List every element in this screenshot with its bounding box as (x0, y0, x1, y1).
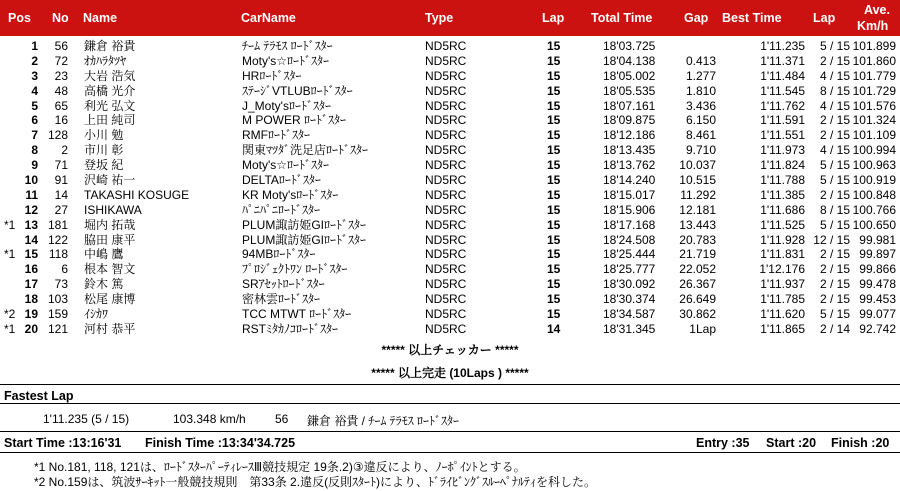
cell-best: 1'11.484 (760, 68, 805, 83)
cell-best: 1'11.762 (760, 98, 805, 113)
cell-lap: 15 (547, 173, 561, 188)
cell-total: 18'05.535 (603, 83, 656, 98)
cell-type: ND5RC (425, 53, 467, 68)
cell-avg: 99.897 (859, 247, 896, 262)
table-row (0, 203, 900, 218)
cell-pos: 13 (24, 217, 38, 232)
cell-total: 18'34.587 (603, 307, 656, 322)
cell-best: 1'11.973 (760, 143, 805, 158)
cell-car: RSTﾐﾀｶﾉｺﾛｰﾄﾞｽﾀｰ (242, 321, 339, 336)
cell-gap: 20.783 (679, 232, 716, 247)
cell-type: ND5RC (425, 292, 467, 307)
cell-avg: 99.453 (859, 292, 896, 307)
cell-pos: 14 (24, 232, 38, 247)
cell-name: 高橋 光介 (84, 83, 136, 98)
cell-gap: 26.367 (679, 277, 716, 292)
cell-type: ND5RC (425, 262, 467, 277)
cell-name: 利光 弘文 (84, 98, 136, 113)
cell-pos: 17 (24, 277, 38, 292)
divider (0, 384, 900, 385)
cell-car: M POWER ﾛｰﾄﾞｽﾀｰ (242, 113, 346, 128)
cell-no: 23 (54, 68, 68, 83)
cell-car: TCC MTWT ﾛｰﾄﾞｽﾀｰ (242, 307, 352, 322)
cell-best: 1'11.928 (760, 232, 805, 247)
finish-count: Finish :20 (831, 436, 890, 450)
start-count: Start :20 (766, 436, 817, 450)
fastest-lap-time: 1'11.235 (5 / 15) (43, 412, 130, 426)
cell-avg: 99.866 (859, 262, 896, 277)
cell-car: KR Moty'sﾛｰﾄﾞｽﾀｰ (242, 187, 339, 202)
cell-total: 18'09.875 (603, 113, 656, 128)
col-type: Type (425, 11, 454, 25)
table-row (0, 84, 900, 99)
cell-car: 94MBﾛｰﾄﾞｽﾀｰ (242, 247, 316, 262)
cell-gap: 6.150 (685, 113, 716, 128)
table-row (0, 54, 900, 69)
cell-pos: 19 (24, 307, 38, 322)
cell-lap: 15 (547, 292, 561, 307)
table-row (0, 233, 900, 248)
cell-no: 159 (47, 307, 68, 322)
cell-avg: 101.576 (852, 98, 896, 113)
cell-best: 1'11.788 (760, 173, 805, 188)
cell-total: 18'24.508 (603, 232, 656, 247)
cell-best: 1'11.686 (760, 202, 805, 217)
cell-bestlap: 5 / 15 (819, 217, 850, 232)
cell-type: ND5RC (425, 217, 467, 232)
results-table (0, 39, 900, 337)
cell-no: 56 (54, 39, 68, 53)
cell-best: 1'11.525 (760, 217, 805, 232)
cell-bestlap: 5 / 15 (819, 173, 850, 188)
table-row (0, 218, 900, 233)
cell-name: 河村 恭平 (84, 321, 136, 336)
table-row (0, 158, 900, 173)
cell-avg: 99.478 (859, 277, 896, 292)
cell-gap: 30.862 (679, 307, 716, 322)
cell-avg: 92.742 (859, 321, 896, 336)
cell-mark: *1 (4, 217, 16, 232)
col-avg-unit: Km/h (857, 19, 889, 33)
cell-best: 1'11.545 (760, 83, 805, 98)
cell-pos: 20 (24, 321, 38, 336)
cell-bestlap: 4 / 15 (819, 98, 850, 113)
cell-type: ND5RC (425, 247, 467, 262)
cell-no: 103 (47, 292, 68, 307)
cell-car: ﾁｰﾑ ﾃﾗﾓｽ ﾛｰﾄﾞｽﾀｰ (242, 39, 333, 53)
cell-total: 18'07.161 (603, 98, 656, 113)
col-best-time: Best Time (722, 11, 782, 25)
cell-no: 128 (47, 128, 68, 143)
cell-car: ﾊﾟﾆﾊﾟﾆﾛｰﾄﾞｽﾀｰ (242, 202, 321, 217)
table-row (0, 39, 900, 54)
table-row (0, 247, 900, 262)
col-lap: Lap (542, 11, 565, 25)
cell-gap: 10.515 (679, 173, 716, 188)
cell-pos: 18 (24, 292, 38, 307)
table-row (0, 188, 900, 203)
cell-lap: 15 (547, 143, 561, 158)
cell-name: 小川 勉 (84, 128, 124, 143)
cell-avg: 100.994 (852, 143, 896, 158)
fastest-lap-speed: 103.348 km/h (173, 412, 246, 426)
cell-type: ND5RC (425, 321, 467, 336)
cell-no: 2 (61, 143, 68, 158)
cell-gap: 8.461 (685, 128, 716, 143)
cell-pos: 16 (24, 262, 38, 277)
cell-bestlap: 4 / 15 (819, 143, 850, 158)
cell-bestlap: 2 / 15 (819, 187, 850, 202)
table-row (0, 262, 900, 277)
cell-pos: 2 (31, 53, 38, 68)
cell-pos: 4 (31, 83, 38, 98)
cell-total: 18'12.186 (603, 128, 656, 143)
cell-type: ND5RC (425, 158, 467, 173)
cell-avg: 100.650 (852, 217, 896, 232)
col-total-time: Total Time (591, 11, 653, 25)
cell-type: ND5RC (425, 307, 467, 322)
cell-type: ND5RC (425, 128, 467, 143)
divider (0, 431, 900, 432)
cell-avg: 101.109 (852, 128, 896, 143)
cell-avg: 101.860 (852, 53, 896, 68)
cell-lap: 15 (547, 247, 561, 262)
cell-gap: 12.181 (679, 202, 716, 217)
cell-pos: 6 (31, 113, 38, 128)
cell-best: 1'11.551 (760, 128, 805, 143)
table-row (0, 277, 900, 292)
cell-lap: 15 (547, 202, 561, 217)
col-carname: CarName (241, 11, 296, 25)
cell-lap: 15 (547, 187, 561, 202)
cell-total: 18'13.435 (603, 143, 656, 158)
cell-gap: 11.292 (680, 187, 716, 202)
cell-lap: 15 (547, 53, 561, 68)
cell-name: 大岩 浩気 (84, 68, 136, 83)
cell-pos: 8 (31, 143, 38, 158)
cell-gap: 1.277 (685, 68, 716, 83)
fastest-lap-driver: 鎌倉 裕貴 / ﾁｰﾑ ﾃﾗﾓｽ ﾛｰﾄﾞｽﾀｰ (307, 414, 460, 428)
cell-pos: 11 (25, 187, 38, 202)
footnote-2: *2 No.159は、筑波ｻｰｷｯﾄ一般競技規則 第33条 2.違反(反則ｽﾀｰﾄ)により、ﾄﾞﾗｲﾋﾞﾝｸﾞｽﾙｰﾍﾟﾅﾙﾃｨを科した。 (34, 475, 597, 489)
cell-lap: 15 (547, 158, 561, 173)
cell-total: 18'30.374 (603, 292, 656, 307)
cell-best: 1'11.591 (760, 113, 805, 128)
cell-bestlap: 2 / 15 (819, 262, 850, 277)
cell-gap: 26.649 (679, 292, 716, 307)
cell-total: 18'14.240 (603, 173, 656, 188)
cell-no: 16 (54, 113, 68, 128)
cell-best: 1'12.176 (759, 262, 805, 277)
cell-pos: 12 (24, 202, 38, 217)
cell-lap: 15 (547, 277, 561, 292)
cell-car: Moty's☆ﾛｰﾄﾞｽﾀｰ (242, 158, 330, 173)
cell-lap: 15 (547, 83, 561, 98)
cell-avg: 100.766 (852, 202, 896, 217)
table-row (0, 128, 900, 143)
cell-lap: 15 (547, 98, 561, 113)
cell-bestlap: 12 / 15 (813, 232, 850, 247)
cell-best: 1'11.235 (760, 39, 805, 53)
cell-total: 18'17.168 (603, 217, 656, 232)
cell-best: 1'11.620 (760, 307, 805, 322)
cell-name: 中嶋 鷹 (84, 247, 124, 262)
cell-lap: 15 (547, 39, 561, 53)
cell-no: 121 (47, 321, 68, 336)
cell-best: 1'11.937 (760, 277, 805, 292)
cell-bestlap: 2 / 15 (819, 292, 850, 307)
cell-gap: 3.436 (685, 98, 716, 113)
cell-total: 18'03.725 (603, 39, 656, 53)
cell-lap: 15 (547, 307, 561, 322)
cell-type: ND5RC (425, 187, 467, 202)
cell-car: PLUM諏訪姫GIﾛｰﾄﾞｽﾀｰ (242, 232, 367, 247)
cell-avg: 100.919 (852, 173, 896, 188)
cell-avg: 101.899 (852, 39, 896, 53)
cell-no: 48 (54, 83, 68, 98)
cell-type: ND5RC (425, 143, 467, 158)
cell-gap: 1.810 (685, 83, 716, 98)
cell-no: 6 (61, 262, 68, 277)
cell-pos: 5 (31, 98, 38, 113)
cell-lap: 15 (547, 68, 561, 83)
cell-type: ND5RC (425, 98, 467, 113)
cell-car: HRﾛｰﾄﾞｽﾀｰ (242, 68, 302, 83)
cell-name: 鎌倉 裕貴 (84, 39, 136, 53)
divider (0, 403, 900, 404)
cell-gap: 22.052 (679, 262, 716, 277)
cell-bestlap: 2 / 15 (819, 113, 850, 128)
cell-mark: *1 (4, 321, 16, 336)
cell-car: ﾌﾟﾛｼﾞｪｸﾄﾜﾝ ﾛｰﾄﾞｽﾀｰ (242, 262, 348, 277)
entry-count: Entry :35 (696, 436, 750, 450)
cell-name: ｲｼｶﾜ (84, 307, 109, 322)
cell-total: 18'13.762 (603, 158, 656, 173)
table-row (0, 173, 900, 188)
cell-pos: 3 (31, 68, 38, 83)
cell-bestlap: 2 / 15 (819, 128, 850, 143)
cell-no: 73 (54, 277, 68, 292)
cell-type: ND5RC (425, 83, 467, 98)
divider (0, 452, 900, 453)
cell-lap: 15 (547, 217, 561, 232)
cell-bestlap: 5 / 15 (819, 307, 850, 322)
cell-no: 118 (48, 247, 68, 262)
cell-name: 上田 純司 (84, 113, 136, 128)
cell-name: 市川 彰 (84, 143, 124, 158)
cell-type: ND5RC (425, 113, 467, 128)
cell-avg: 100.963 (852, 158, 896, 173)
cell-total: 18'25.777 (603, 262, 656, 277)
cell-gap: 10.037 (679, 158, 716, 173)
cell-best: 1'11.785 (760, 292, 805, 307)
fastest-lap-no: 56 (275, 412, 289, 426)
cell-name: 松尾 康博 (84, 292, 136, 307)
cell-bestlap: 2 / 15 (819, 277, 850, 292)
cell-gap: 9.710 (685, 143, 716, 158)
cell-type: ND5RC (425, 202, 467, 217)
table-row (0, 113, 900, 128)
cell-name: 脇田 康平 (84, 232, 136, 247)
table-row (0, 322, 900, 337)
table-row (0, 292, 900, 307)
cell-total: 18'04.138 (603, 53, 656, 68)
cell-car: SRｱｾｯﾄﾛｰﾄﾞｽﾀｰ (242, 277, 325, 292)
start-time: Start Time :13:16'31 (4, 436, 122, 450)
cell-gap: 1Lap (689, 321, 716, 336)
cell-no: 91 (54, 173, 68, 188)
cell-total: 18'05.002 (603, 68, 656, 83)
cell-pos: 9 (31, 158, 38, 173)
cell-avg: 101.779 (852, 68, 896, 83)
cell-no: 14 (54, 187, 68, 202)
cell-type: ND5RC (425, 232, 467, 247)
footnote-1: *1 No.181, 118, 121は、ﾛｰﾄﾞｽﾀｰﾊﾟｰﾃｨﾚｰｽⅢ競技規定 19条.2)③違反により、ﾉｰﾎﾟｲﾝﾄとする。 (34, 460, 526, 474)
cell-total: 18'30.092 (603, 277, 656, 292)
col-avg-label: Ave. (864, 3, 890, 17)
cell-car: J_Moty'sﾛｰﾄﾞｽﾀｰ (242, 98, 331, 113)
cell-no: 72 (54, 53, 68, 68)
cell-lap: 14 (547, 321, 561, 336)
cell-lap: 15 (547, 262, 561, 277)
finish-line: ***** 以上完走 (10Laps ) ***** (371, 366, 529, 380)
cell-lap: 15 (547, 128, 561, 143)
cell-total: 18'31.345 (603, 321, 656, 336)
cell-total: 18'15.017 (603, 187, 656, 202)
cell-gap: 13.443 (679, 217, 716, 232)
cell-best: 1'11.371 (760, 53, 805, 68)
cell-pos: 7 (31, 128, 38, 143)
cell-best: 1'11.824 (760, 158, 805, 173)
cell-avg: 101.729 (852, 83, 896, 98)
col-gap: Gap (684, 11, 709, 25)
cell-gap: 21.719 (679, 247, 716, 262)
fastest-lap-title: Fastest Lap (4, 389, 74, 403)
col-no: No (52, 11, 69, 25)
cell-bestlap: 4 / 15 (819, 68, 850, 83)
cell-best: 1'11.385 (760, 187, 805, 202)
cell-lap: 15 (547, 113, 561, 128)
cell-name: ｵｶﾊﾗﾀﾂﾔ (84, 53, 127, 68)
cell-pos: 15 (24, 247, 38, 262)
cell-no: 65 (54, 98, 68, 113)
cell-name: 堀内 拓哉 (84, 217, 136, 232)
cell-car: ｽﾃｰｼﾞVTLUBﾛｰﾄﾞｽﾀｰ (242, 83, 353, 98)
cell-car: DELTAﾛｰﾄﾞｽﾀｰ (242, 173, 321, 188)
cell-avg: 99.981 (859, 232, 896, 247)
cell-total: 18'25.444 (603, 247, 656, 262)
cell-bestlap: 2 / 15 (819, 247, 850, 262)
cell-avg: 100.848 (852, 187, 896, 202)
table-row (0, 69, 900, 84)
cell-pos: 10 (24, 173, 38, 188)
cell-name: 鈴木 篤 (84, 277, 124, 292)
cell-no: 181 (47, 217, 68, 232)
cell-car: Moty's☆ﾛｰﾄﾞｽﾀｰ (242, 53, 330, 68)
cell-name: 沢崎 祐一 (84, 173, 136, 188)
cell-no: 71 (54, 158, 68, 173)
table-row (0, 143, 900, 158)
cell-bestlap: 8 / 15 (819, 83, 850, 98)
cell-no: 27 (54, 202, 68, 217)
cell-name: ISHIKAWA (84, 202, 142, 217)
cell-bestlap: 2 / 14 (819, 321, 850, 336)
cell-type: ND5RC (425, 68, 467, 83)
col-name: Name (83, 11, 118, 25)
finish-time: Finish Time :13:34'34.725 (145, 436, 296, 450)
cell-type: ND5RC (425, 173, 467, 188)
cell-avg: 101.324 (852, 113, 896, 128)
cell-total: 18'15.906 (603, 202, 656, 217)
cell-car: RMFﾛｰﾄﾞｽﾀｰ (242, 128, 310, 143)
cell-car: 密林雲ﾛｰﾄﾞｽﾀｰ (242, 292, 321, 307)
cell-name: 根本 智文 (84, 262, 136, 277)
cell-gap: 0.413 (685, 53, 716, 68)
cell-car: 関東ﾏﾂﾀﾞ洗足店ﾛｰﾄﾞｽﾀｰ (242, 143, 369, 158)
table-row (0, 307, 900, 322)
cell-mark: *2 (4, 307, 16, 322)
cell-no: 122 (47, 232, 68, 247)
cell-mark: *1 (4, 247, 16, 262)
cell-bestlap: 8 / 15 (819, 202, 850, 217)
cell-avg: 99.077 (859, 307, 896, 322)
checker-line: ***** 以上チェッカー ***** (381, 343, 519, 357)
cell-car: PLUM諏訪姫GIﾛｰﾄﾞｽﾀｰ (242, 217, 367, 232)
cell-bestlap: 5 / 15 (819, 39, 850, 53)
cell-type: ND5RC (425, 39, 467, 53)
cell-name: 登坂 紀 (84, 158, 124, 173)
col-best-lap: Lap (813, 11, 836, 25)
table-row (0, 99, 900, 114)
cell-best: 1'11.865 (760, 321, 805, 336)
cell-name: TAKASHI KOSUGE (84, 187, 190, 202)
col-pos: Pos (8, 11, 31, 25)
cell-lap: 15 (547, 232, 561, 247)
results-header (0, 0, 900, 36)
cell-type: ND5RC (425, 277, 467, 292)
cell-best: 1'11.831 (760, 247, 805, 262)
cell-pos: 1 (31, 39, 38, 53)
cell-bestlap: 2 / 15 (819, 53, 850, 68)
cell-bestlap: 5 / 15 (819, 158, 850, 173)
